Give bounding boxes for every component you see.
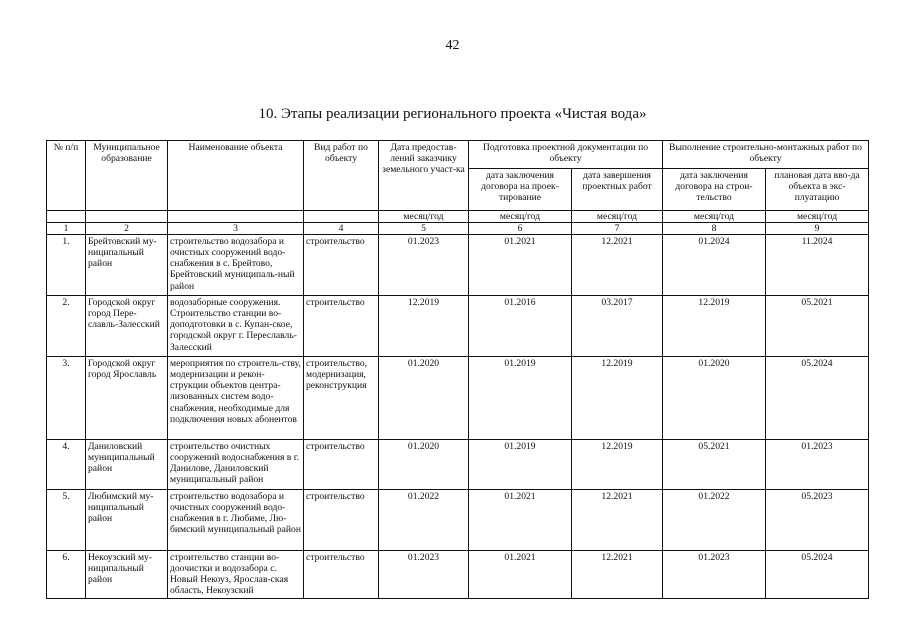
construction-contract-cell: 01.2023: [663, 551, 766, 598]
commissioning-cell: 05.2024: [766, 551, 869, 598]
design-end-cell: 12.2021: [572, 490, 663, 551]
land-date-cell: 01.2023: [379, 235, 469, 296]
row-number: 2.: [47, 296, 86, 357]
design-end-cell: 12.2021: [572, 235, 663, 296]
table-row: [47, 440, 869, 490]
land-date-cell: 01.2023: [379, 551, 469, 598]
land-date-cell: 01.2020: [379, 440, 469, 490]
document-title: 10. Этапы реализации регионального проекта «Чистая вода»: [258, 106, 647, 122]
design-contract-cell: 01.2019: [469, 357, 572, 440]
table-row: [47, 235, 869, 296]
header-commissioning: плановая дата вво-да объекта в экс-плуатацию: [766, 169, 869, 211]
object-cell: строительство станции во-доочистки и водозабора с. Новый Некоуз, Ярослав-ская область, Некоузский: [168, 551, 304, 598]
object-cell: строительство водозабора и очистных сооружений водо-снабжения в г. Любиме, Лю-бимский муниципальный район: [168, 490, 304, 551]
row-number: 3.: [47, 357, 86, 440]
work-type-cell: строительство: [304, 490, 379, 551]
column-number: 6: [469, 223, 572, 235]
column-number: 9: [766, 223, 869, 235]
municipality-cell: Брейтовский му-ниципальный район: [86, 235, 168, 296]
construction-contract-cell: 01.2024: [663, 235, 766, 296]
unit-spacer: [304, 211, 379, 223]
column-number: 4: [304, 223, 379, 235]
construction-contract-cell: 12.2019: [663, 296, 766, 357]
column-number: 1: [47, 223, 86, 235]
municipality-cell: Некоузский му-ниципальный район: [86, 551, 168, 598]
municipality-cell: Городской округ город Пере-славль-Залесский: [86, 296, 168, 357]
commissioning-cell: 11.2024: [766, 235, 869, 296]
commissioning-cell: 05.2024: [766, 357, 869, 440]
row-number: 6.: [47, 551, 86, 598]
municipality-cell: Городской округ город Ярославль: [86, 357, 168, 440]
design-contract-cell: 01.2021: [469, 551, 572, 598]
unit-label: месяц/год: [663, 211, 766, 223]
design-contract-cell: 01.2021: [469, 235, 572, 296]
work-type-cell: строительство: [304, 296, 379, 357]
unit-spacer: [168, 211, 304, 223]
unit-spacer: [47, 211, 86, 223]
unit-label: месяц/год: [379, 211, 469, 223]
land-date-cell: 12.2019: [379, 296, 469, 357]
column-number: 2: [86, 223, 168, 235]
table-row: [47, 490, 869, 551]
column-number: 3: [168, 223, 304, 235]
column-number: 8: [663, 223, 766, 235]
column-number: 5: [379, 223, 469, 235]
table-row: [47, 357, 869, 440]
municipality-cell: Любимский му-ниципальный район: [86, 490, 168, 551]
project-stages-table: [46, 140, 869, 599]
object-cell: водозаборные сооружения. Строительство станции во-доподготовки в с. Купан-ское, городской округ г. Переславль-Залесский: [168, 296, 304, 357]
design-end-cell: 12.2019: [572, 357, 663, 440]
header-design-end: дата завершения проектных работ: [572, 169, 663, 211]
design-contract-cell: 01.2016: [469, 296, 572, 357]
row-number: 1.: [47, 235, 86, 296]
table-row: [47, 296, 869, 357]
column-number: 7: [572, 223, 663, 235]
header-design-contract: дата заключения договора на проек-тирование: [469, 169, 572, 211]
work-type-cell: строительство, модернизация, реконструкция: [304, 357, 379, 440]
design-end-cell: 12.2021: [572, 551, 663, 598]
object-cell: строительство водозабора и очистных сооружений водо-снабжения в с. Брейтово, Брейтовский муниципаль-ный район: [168, 235, 304, 296]
header-construction-group: Выполнение строительно-монтажных работ по объекту: [663, 141, 869, 169]
header-municipality: Муниципальное образование: [86, 141, 168, 211]
land-date-cell: 01.2022: [379, 490, 469, 551]
header-no: № п/п: [47, 141, 86, 211]
work-type-cell: строительство: [304, 551, 379, 598]
land-date-cell: 01.2020: [379, 357, 469, 440]
object-cell: строительство очистных сооружений водоснабжения в г. Данилове, Даниловский муниципальный район: [168, 440, 304, 490]
design-contract-cell: 01.2021: [469, 490, 572, 551]
design-end-cell: 12.2019: [572, 440, 663, 490]
construction-contract-cell: 05.2021: [663, 440, 766, 490]
header-design-group: Подготовка проектной документации по объекту: [469, 141, 663, 169]
unit-label: месяц/год: [469, 211, 572, 223]
design-end-cell: 03.2017: [572, 296, 663, 357]
object-cell: мероприятия по строитель-ству, модернизации и рекон-струкции объектов центра-лизованных систем водо-снабжения, необходимые для подключения новых абонентов: [168, 357, 304, 440]
table-row: [47, 551, 869, 598]
unit-spacer: [86, 211, 168, 223]
unit-label: месяц/год: [572, 211, 663, 223]
page-number: 42: [445, 38, 460, 53]
commissioning-cell: 05.2021: [766, 296, 869, 357]
commissioning-cell: 01.2023: [766, 440, 869, 490]
header-work-type: Вид работ по объекту: [304, 141, 379, 211]
municipality-cell: Даниловский муниципальный район: [86, 440, 168, 490]
construction-contract-cell: 01.2020: [663, 357, 766, 440]
work-type-cell: строительство: [304, 235, 379, 296]
header-construction-contract: дата заключения договора на строи-тельство: [663, 169, 766, 211]
header-object-name: Наименование объекта: [168, 141, 304, 211]
row-number: 5.: [47, 490, 86, 551]
design-contract-cell: 01.2019: [469, 440, 572, 490]
header-land-date: Дата предостав-лений заказчику земельного участ-ка: [379, 141, 469, 211]
unit-label: месяц/год: [766, 211, 869, 223]
row-number: 4.: [47, 440, 86, 490]
work-type-cell: строительство: [304, 440, 379, 490]
commissioning-cell: 05.2023: [766, 490, 869, 551]
construction-contract-cell: 01.2022: [663, 490, 766, 551]
